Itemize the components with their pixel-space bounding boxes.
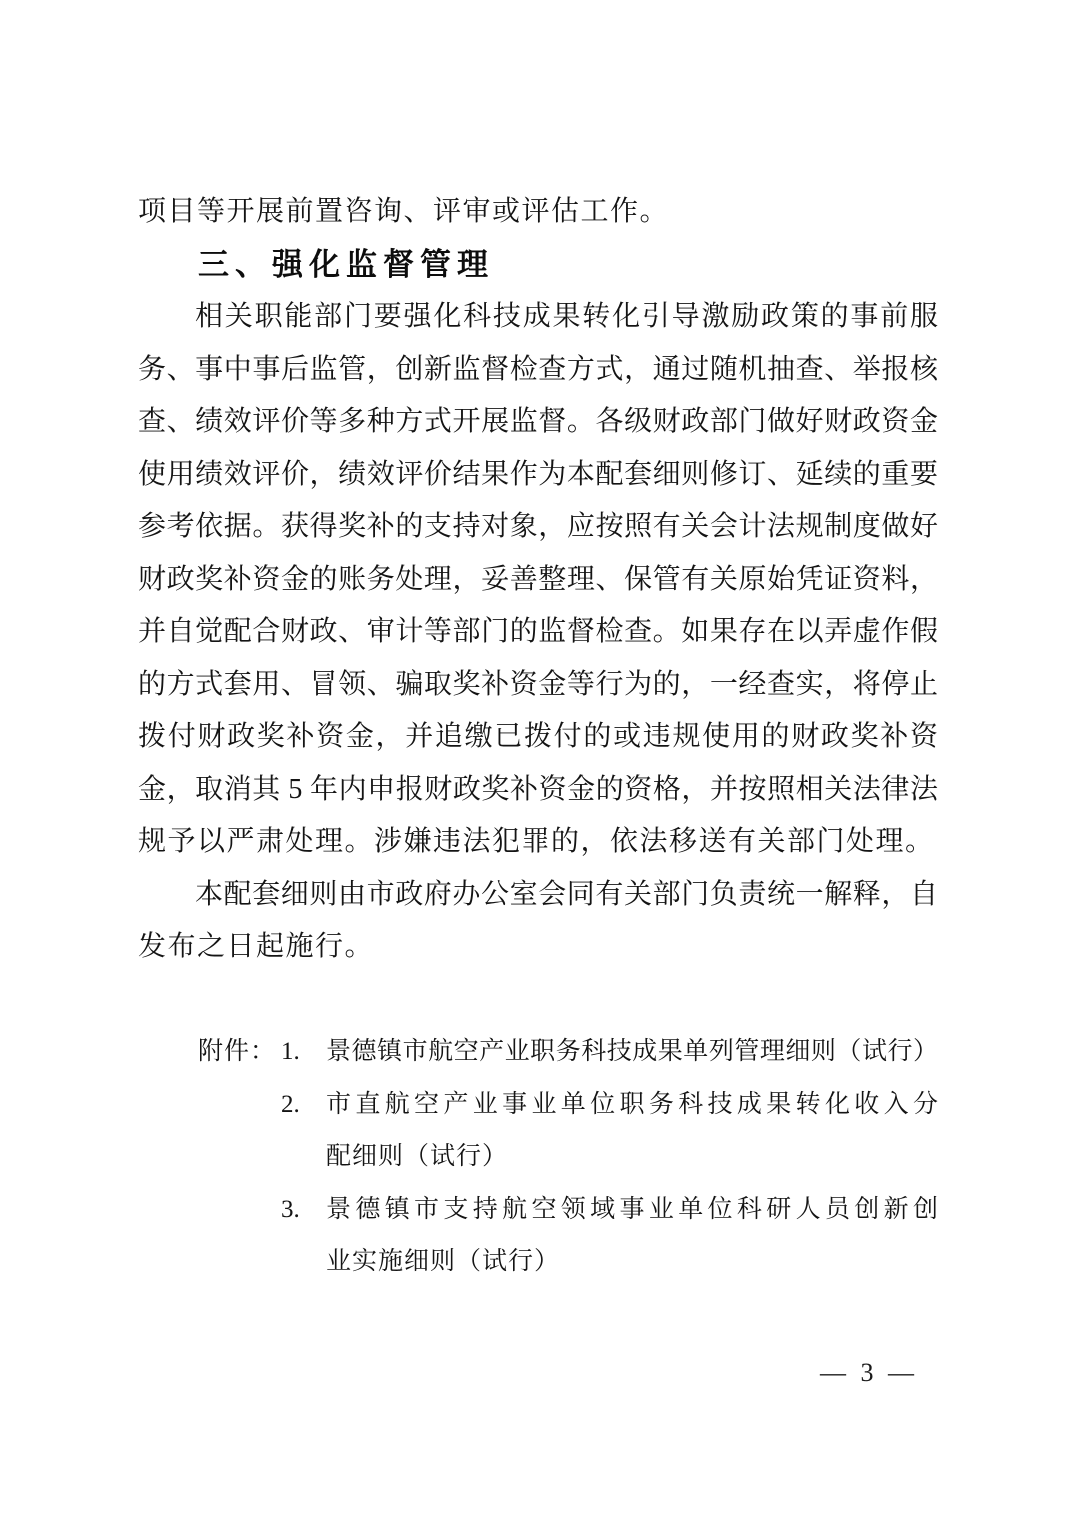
page-number: — 3 — <box>820 1358 918 1387</box>
paragraph2-line: 发布之日起施行。 <box>138 931 375 962</box>
paragraph1-line: 务、事中事后监管，创新监督检查方式，通过随机抽查、举报核 <box>138 353 938 385</box>
paragraph1-line: 并自觉配合财政、审计等部门的监督检查。如果存在以弄虚作假 <box>138 616 938 647</box>
attachment-title: 景德镇市支持航空领域事业单位科研人员创新创 <box>326 1195 938 1223</box>
attachment-item-continuation <box>138 1131 938 1184</box>
document-body <box>138 186 938 1289</box>
carryover-paragraph-line: 项目等开展前置咨询、评审或评估工作。 <box>138 196 670 227</box>
attachment-item-continuation <box>138 1236 938 1289</box>
attachment-number: 2. <box>281 1090 300 1118</box>
attachment-item <box>138 1026 938 1079</box>
attachment-title: 市直航空产业事业单位职务科技成果转化收入分 <box>326 1090 938 1118</box>
paragraph1-line: 的方式套用、冒领、骗取奖补资金等行为的，一经查实，将停止 <box>138 668 938 700</box>
attachment-title-continuation: 业实施细则（试行） <box>326 1248 561 1275</box>
paragraph1-line: 拨付财政奖补资金，并追缴已拨付的或违规使用的财政奖补资 <box>138 721 938 752</box>
attachment-item <box>138 1184 938 1237</box>
attachments-label: 附件： <box>198 1038 277 1065</box>
paragraph1-line: 规予以严肃处理。涉嫌违法犯罪的，依法移送有关部门处理。 <box>138 826 935 857</box>
paragraph1-line: 查、绩效评价等多种方式开展监督。各级财政部门做好财政资金 <box>138 406 938 437</box>
paragraph1-line: 使用绩效评价，绩效评价结果作为本配套细则修订、延续的重要 <box>138 458 938 490</box>
paragraph2-line: 本配套细则由市政府办公室会同有关部门负责统一解释，自 <box>195 878 938 910</box>
attachment-number: 3. <box>281 1195 300 1223</box>
paragraph1-line: 财政奖补资金的账务处理，妥善整理、保管有关原始凭证资料， <box>138 563 938 595</box>
paragraph1-line: 相关职能部门要强化科技成果转化引导激励政策的事前服 <box>195 301 938 332</box>
attachment-title: 景德镇市航空产业职务科技成果单列管理细则（试行） <box>326 1038 938 1065</box>
blank-line <box>138 974 938 1027</box>
paragraph1-line: 金，取消其 5 年内申报财政奖补资金的资格，并按照相关法律法 <box>138 773 938 805</box>
attachment-title-continuation: 配细则（试行） <box>326 1143 509 1170</box>
section-heading: 三、强化监督管理 <box>198 246 494 282</box>
attachment-item <box>138 1079 938 1132</box>
paragraph1-line: 参考依据。获得奖补的支持对象，应按照有关会计法规制度做好 <box>138 511 938 542</box>
attachment-number: 1. <box>281 1038 300 1065</box>
